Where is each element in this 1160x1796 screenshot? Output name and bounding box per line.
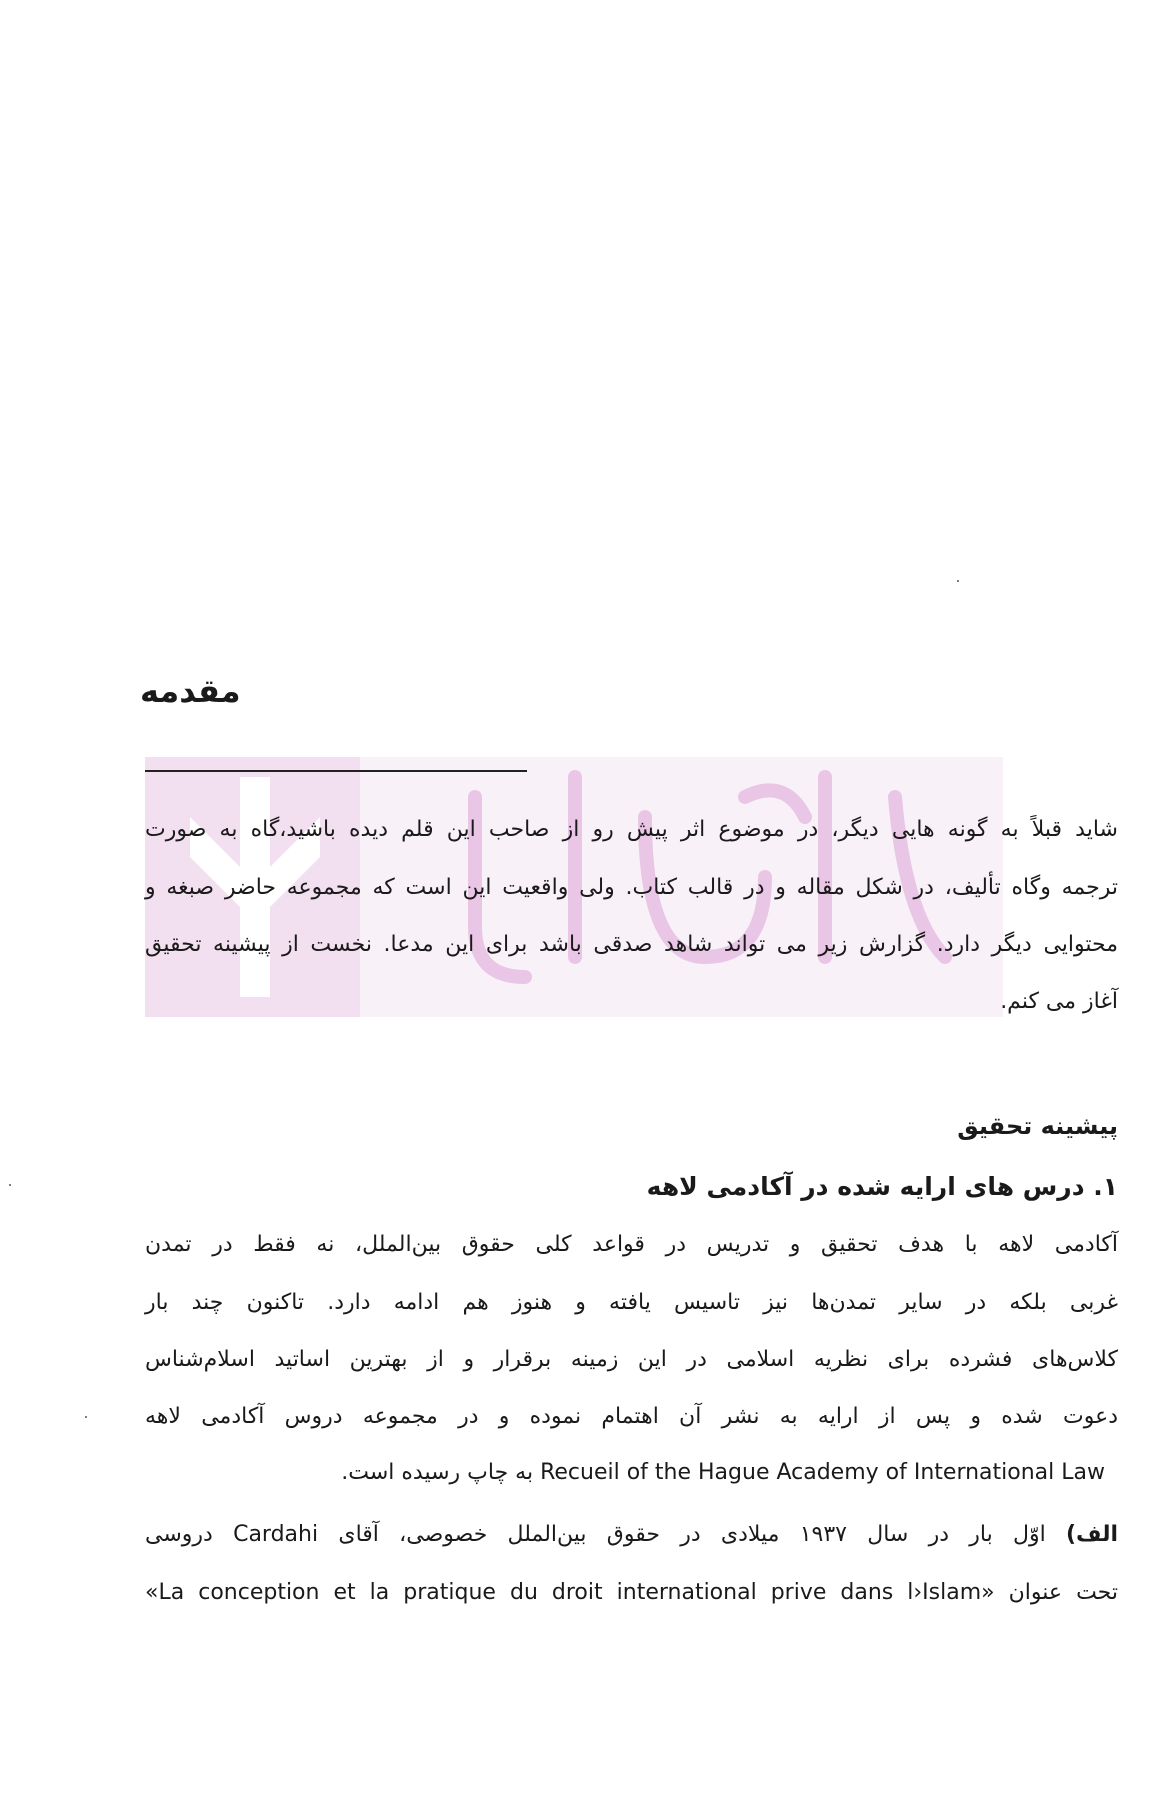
intro-line-2: ترجمه وگاه تألیف، در شکل مقاله و در قالب کتاب. ولی واقعیت این است که مجموعه حاضر صبغه و bbox=[145, 875, 1118, 900]
page-heading: مقدمه bbox=[140, 672, 241, 710]
intro-line-1: شاید قبلاً به گونه هایی دیگر، در موضوع اثر پیش رو از صاحب این قلم دیده باشید،گاه به صورت bbox=[145, 817, 1118, 842]
body-line-3: کلاس‌های فشرده برای نظریه اسلامی در این زمینه برقرار و از بهترین اساتید اسلام‌شناس bbox=[145, 1347, 1118, 1372]
item-a-label: الف) bbox=[1065, 1522, 1119, 1547]
body-line-5: Recueil of the Hague Academy of International Law به چاپ رسیده است. bbox=[341, 1460, 1105, 1485]
intro-line-4: آغاز می کنم. bbox=[1000, 989, 1118, 1014]
item-a-line-2: تحت عنوان «La conception et la pratique du droit international prive dans l›Islam» bbox=[145, 1580, 1118, 1605]
body-line-1: آکادمی لاهه با هدف تحقیق و تدریس در قواعد کلی حقوق بین‌الملل، نه فقط در تمدن bbox=[145, 1232, 1118, 1257]
heading-divider bbox=[145, 770, 527, 772]
intro-line-3: محتوایی دیگر دارد. گزارش زیر می تواند شاهد صدقی باشد برای این مدعا. نخست از پیشینه تحقیق bbox=[145, 932, 1118, 957]
item-a-text: اوّل بار در سال ۱۹۳۷ میلادی در حقوق بین‌الملل خصوصی، آقای Cardahi دروسی bbox=[145, 1522, 1046, 1547]
body-line-4: دعوت شده و پس از ارایه به نشر آن اهتمام نموده و در مجموعه دروس آکادمی لاهه bbox=[145, 1404, 1118, 1429]
item-a-line-1 bbox=[145, 1520, 1118, 1550]
scan-speck bbox=[85, 1416, 87, 1418]
subsection-title: ۱. درس های ارایه شده در آکادمی لاهه bbox=[646, 1172, 1118, 1201]
section-title: پیشینه تحقیق bbox=[957, 1112, 1118, 1140]
scan-speck bbox=[957, 580, 959, 582]
body-line-2: غربی بلکه در سایر تمدن‌ها نیز تاسیس یافته و هنوز هم ادامه دارد. تاکنون چند بار bbox=[145, 1290, 1118, 1315]
scan-speck bbox=[9, 1184, 11, 1186]
